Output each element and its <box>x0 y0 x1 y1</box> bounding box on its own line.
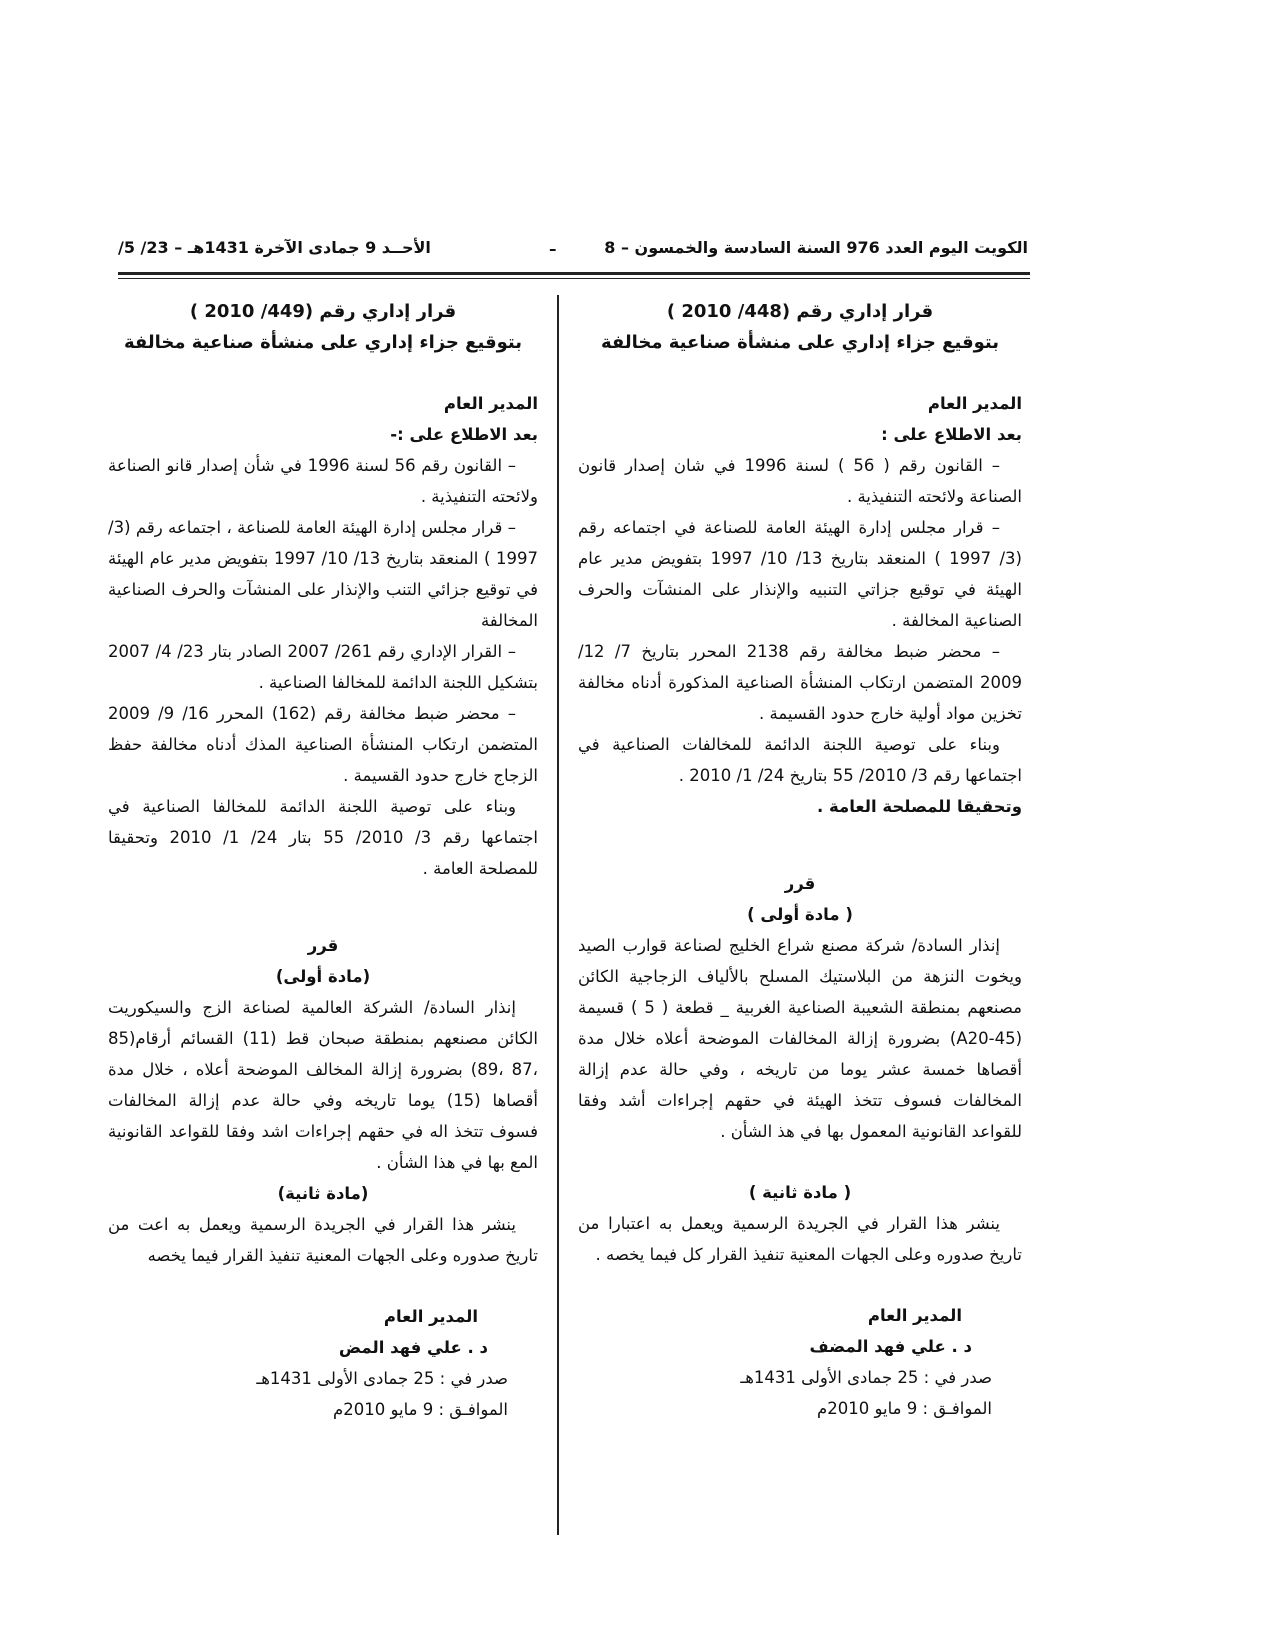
article-1-heading: (مادة أولى) <box>275 967 371 986</box>
header-date: الأحــد 9 جمادى الآخرة 1431هـ – 23/ 5/ <box>118 238 431 257</box>
article-2-text: ينشر هذا القرار في الجريدة الرسمية ويعمل به اعتبارا من تاريخ صدوره وعلى الجهات المعنية تنفيذ القرار كل فيما يخصه . <box>578 1214 1022 1264</box>
signature-name: د . علي فهد المضف <box>809 1337 972 1356</box>
page-header <box>118 238 1028 264</box>
signature-name: د . علي فهد المض <box>338 1338 488 1357</box>
after-review-label: بعد الاطلاع على :- <box>390 425 538 444</box>
preamble-board-decision: – قرار مجلس إدارة الهيئة العامة للصناعة في اجتماعه رقم (3/ 1997 ) المنعقد بتاريخ 13/ 10/ 1997 بتفويض مدير عام الهيئة في توقيع جزاتي التنبيه والإنذار على المنشآت والحرف الصناعية المخالفة . <box>578 518 1022 630</box>
decision-449-title: قرار إداري رقم (449/ 2010 ) <box>189 301 457 322</box>
header-mark: ـ <box>550 236 556 255</box>
issue-date-gregorian: الموافـق : 9 مايو 2010م <box>333 1400 508 1419</box>
preamble-board-decision: – قرار مجلس إدارة الهيئة العامة للصناعة ، اجتماعه رقم (3/ 1997 ) المنعقد بتاريخ 13/ 10/ 1997 بتفويض مدير عام الهيئة في توقيع جزائي التنب والإنذار على المنشآت والحرف الصناعية المخالفة <box>108 518 538 630</box>
preamble-committee-recommendation: وبناء على توصية اللجنة الدائمة للمخالفا الصناعية في اجتماعها رقم 3/ 2010/ 55 بتار 24/ 1/ 2010 وتحقيقا للمصلحة العامة . <box>108 797 538 878</box>
header-rule-thin <box>118 278 1030 279</box>
public-interest-line: وتحقيقا للمصلحة العامة . <box>817 797 1022 816</box>
issue-date-gregorian: الموافـق : 9 مايو 2010م <box>817 1399 992 1418</box>
decided-heading: قرر <box>307 936 339 955</box>
preamble-violation-report: – محضر ضبط مخالفة رقم 2138 المحرر بتاريخ 7/ 12/ 2009 المتضمن ارتكاب المنشأة الصناعية المذكورة أدناه مخالفة تخزين مواد أولية خارج حدود القسيمة . <box>578 642 1022 723</box>
director-heading: المدير العام <box>927 394 1022 413</box>
article-1-heading: ( مادة أولى ) <box>747 905 853 924</box>
header-issue-info: الكويت اليوم العدد 976 السنة السادسة والخمسون – 8 <box>604 238 1028 257</box>
decision-448-column <box>578 296 1022 1546</box>
column-divider <box>557 295 559 1535</box>
decided-heading: قرر <box>784 874 816 893</box>
article-1-text: إنذار السادة/ شركة مصنع شراع الخليج لصناعة قوارب الصيد ويخوت النزهة من البلاستيك المسلح بالألياف الزجاجية الكائن مصنعهم بمنطقة الشعيبة الصناعية الغربية _ قطعة ( 5 ) قسيمة (A20-45) بضرورة إزالة المخالفات الموضحة أعلاه خلال مدة أقصاها خمسة عشر يوما من تاريخه ، وفي حالة عدم إزالة المخالفات فسوف تتخذ الهيئة في حقهم إجراءات أشد وفقا للقواعد القانونية المعمول بها في هذ الشأن . <box>578 936 1022 1141</box>
director-heading: المدير العام <box>443 394 538 413</box>
preamble-committee-recommendation: وبناء على توصية اللجنة الدائمة للمخالفات الصناعية في اجتماعها رقم 3/ 2010/ 55 بتاريخ 24/ 1/ 2010 . <box>578 735 1022 785</box>
article-2-heading: ( مادة ثانية ) <box>748 1183 852 1202</box>
decision-449-column <box>108 296 538 1546</box>
article-2-text: ينشر هذا القرار في الجريدة الرسمية ويعمل به اعت من تاريخ صدوره وعلى الجهات المعنية تنفيذ القرار فيما يخصه <box>108 1215 538 1265</box>
signature-title: المدير العام <box>867 1306 962 1325</box>
article-2-heading: (مادة ثانية) <box>277 1184 369 1203</box>
issue-date-hijri: صدر في : 25 جمادى الأولى 1431هـ <box>256 1369 508 1388</box>
signature-title: المدير العام <box>383 1307 478 1326</box>
header-rule-thick <box>118 272 1030 275</box>
article-1-text: إنذار السادة/ الشركة العالمية لصناعة الزج والسيكوريت الكائن مصنعهم بمنطقة صبحان قط (11) القسائم أرقام(85 ،87 ،89) بضرورة إزالة المخالف الموضحة أعلاه ، خلال مدة أقصاها (15) يوما تاريخه وفي حالة عدم إزالة المخالفات فسوف تتخذ اله في حقهم إجراءات اشد وفقا للقواعد القانونية المع بها في هذا الشأن . <box>108 998 538 1172</box>
decision-448-subtitle: بتوقيع جزاء إداري على منشأة صناعية مخالفة <box>600 332 999 353</box>
preamble-admin-decision: – القرار الإداري رقم 261/ 2007 الصادر بتار 23/ 4/ 2007 بتشكيل اللجنة الدائمة للمخالفا الصناعية . <box>108 642 538 692</box>
after-review-label: بعد الاطلاع على : <box>881 425 1022 444</box>
preamble-law: – القانون رقم 56 لسنة 1996 في شأن إصدار قانو الصناعة ولائحته التنفيذية . <box>108 456 538 506</box>
decision-448-title: قرار إداري رقم (448/ 2010 ) <box>666 301 934 322</box>
decision-449-subtitle: بتوقيع جزاء إداري على منشأة صناعية مخالفة <box>123 332 522 353</box>
preamble-violation-report: – محضر ضبط مخالفة رقم (162) المحرر 16/ 9/ 2009 المتضمن ارتكاب المنشأة الصناعية المذك أدناه مخالفة حفظ الزجاج خارج حدود القسيمة . <box>108 704 538 785</box>
issue-date-hijri: صدر في : 25 جمادى الأولى 1431هـ <box>740 1368 992 1387</box>
preamble-law: – القانون رقم ( 56 ) لسنة 1996 في شان إصدار قانون الصناعة ولائحته التنفيذية . <box>578 456 1022 506</box>
